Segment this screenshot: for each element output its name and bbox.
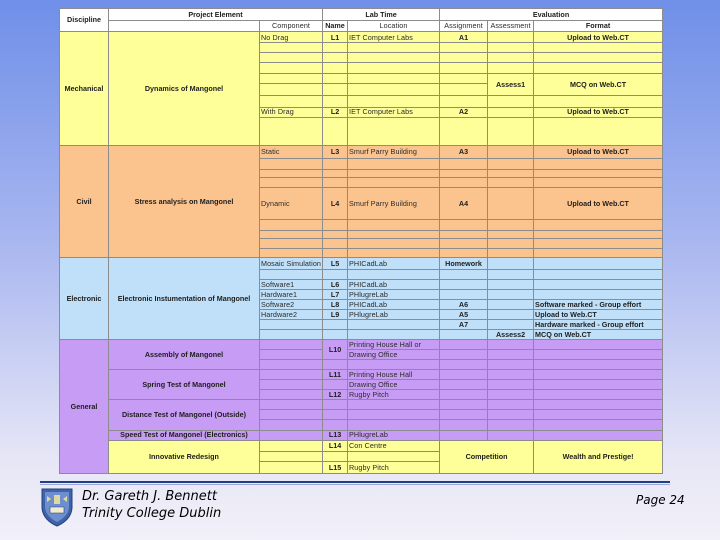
lab-l14: L14 [323,440,348,451]
component-dynamic: Dynamic [260,188,323,220]
location-l4: Smurf Parry Building [348,188,440,220]
component-static: Static [260,145,323,158]
lab-l4: L4 [323,188,348,220]
component-hardware1: Hardware1 [260,289,323,299]
format-software-marked: Software marked - Group effort [534,299,663,309]
component-mosaic: Mosaic Simulation [261,258,322,268]
author-block [82,488,221,522]
table-row [60,370,663,380]
format-upload-a2: Upload to Web.CT [534,107,663,117]
table-row [60,440,663,451]
assessment-competition: Competition [440,440,534,473]
element-speed: Speed Test of Mangonel (Electronics) [109,430,260,440]
assignment-homework: Homework [440,258,488,269]
component-software1: Software1 [260,279,323,289]
author-name: Dr. Gareth J. Bennett [82,489,217,504]
format-hardware-marked: Hardware marked - Group effort [534,319,663,329]
college-crest-icon [40,487,74,527]
header-location: Location [348,21,440,32]
table-row [60,258,663,269]
lab-l5: L5 [323,258,348,269]
component-no-drag: No Drag [260,32,323,43]
assignment-a7: A7 [440,319,488,329]
table-row [60,32,663,43]
location-l2: IET Computer Labs [348,107,440,117]
lab-l3: L3 [323,145,348,158]
institution-name: Trinity College Dublin [82,506,222,521]
lab-schedule-table [59,8,663,474]
element-instrumentation: Electronic Instumentation of Mangonel [109,258,260,340]
location-l14: Con Centre [348,440,440,451]
location-l11b: Drawing Office [348,380,440,390]
location-l6: PHICadLab [348,279,440,289]
format-upload-a5: Upload to Web.CT [534,309,663,319]
format-upload-a4: Upload to Web.CT [534,188,663,220]
assignment-a2: A2 [440,107,488,117]
assessment-assess1: Assess1 [488,74,534,95]
footer-rule-shadow [40,484,670,485]
component-with-drag: With Drag [260,107,323,117]
table-row [60,339,663,349]
discipline-electronic: Electronic [60,258,109,340]
header-component: Component [260,21,323,32]
table-row [60,145,663,158]
element-redesign: Innovative Redesign [109,440,260,473]
lab-l9: L9 [323,309,348,319]
assignment-a3: A3 [440,145,488,158]
lab-l10: L10 [323,339,348,359]
location-l12: Rugby Pitch [348,390,440,400]
page-number: Page 24 [636,493,685,507]
lab-l11: L11 [323,370,348,380]
lab-l6: L6 [323,279,348,289]
header-row-2 [60,21,663,32]
format-mcq-2: MCQ on Web.CT [534,329,663,339]
assignment-a5: A5 [440,309,488,319]
element-stress: Stress analysis on Mangonel [109,145,260,258]
lab-l1: L1 [323,32,348,43]
location-l7: PHlugreLab [348,289,440,299]
assignment-a4: A4 [440,188,488,220]
lab-l12: L12 [323,390,348,400]
header-format: Format [534,21,663,32]
lab-l7: L7 [323,289,348,299]
component-hardware2: Hardware2 [260,309,323,319]
element-assembly: Assembly of Mangonel [109,339,260,369]
location-l5: PHICadLab [348,258,440,269]
table-row [60,400,663,410]
lab-l2: L2 [323,107,348,117]
location-l11a: Printing House Hall [348,370,440,380]
element-spring: Spring Test of Mangonel [109,370,260,400]
discipline-mechanical: Mechanical [60,32,109,146]
table-row [60,430,663,440]
element-distance: Distance Test of Mangonel (Outside) [109,400,260,430]
element-dynamics: Dynamics of Mangonel [109,32,260,146]
assessment-assess2: Assess2 [488,329,534,339]
lab-l8: L8 [323,299,348,309]
location-l10b: Drawing Office [348,350,440,360]
location-l15: Rugby Pitch [348,461,440,473]
format-upload-a1: Upload to Web.CT [534,32,663,43]
format-wealth: Wealth and Prestige! [534,440,663,473]
header-assignment: Assignment [440,21,488,32]
header-evaluation: Evaluation [440,9,663,21]
discipline-civil: Civil [60,145,109,258]
assignment-a1: A1 [440,32,488,43]
header-name: Name [323,21,348,32]
discipline-general: General [60,339,109,473]
location-l10a: Printing House Hall or [348,339,440,349]
location-l1: IET Computer Labs [348,32,440,43]
assignment-a6: A6 [440,299,488,309]
lab-l13: L13 [323,430,348,440]
header-row-1 [60,9,663,21]
location-l8: PHICadLab [348,299,440,309]
header-lab-time: Lab Time [323,9,440,21]
location-l9: PHlugreLab [348,309,440,319]
header-project-element: Project Element [109,9,323,21]
location-l3: Smurf Parry Building [348,145,440,158]
format-mcq-1: MCQ on Web.CT [534,74,663,95]
format-upload-a3: Upload to Web.CT [534,145,663,158]
lab-l15: L15 [323,461,348,473]
footer-rule [40,481,670,483]
location-l13: PHlugreLab [348,430,440,440]
component-software2: Software2 [260,299,323,309]
header-assessment: Assessment [488,21,534,32]
header-discipline: Discipline [60,9,109,32]
